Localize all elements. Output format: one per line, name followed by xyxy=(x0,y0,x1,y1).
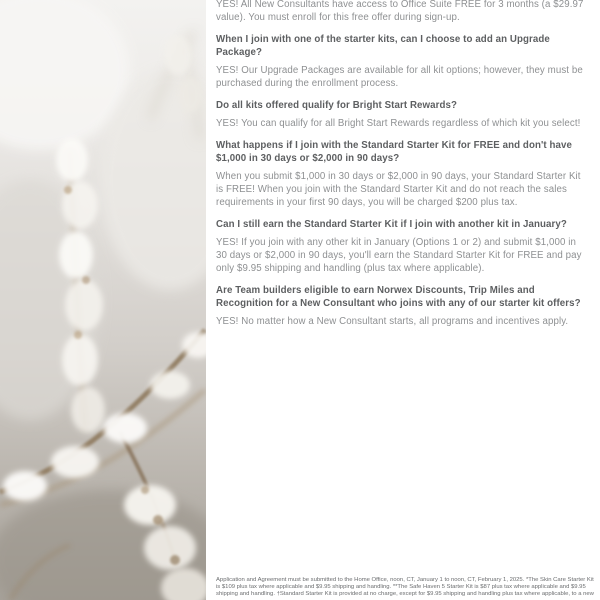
faq-answer: YES! You can qualify for all Bright Start Rewards regardless of which kit you select! xyxy=(216,118,581,129)
winter-branches-photo-art xyxy=(0,0,206,600)
faq-question: When I join with one of the starter kits, can I choose to add an Upgrade Package? xyxy=(216,34,550,58)
faq-answer: YES! Our Upgrade Packages are available for all kit options; however, they must be purchased during the enrollment process. xyxy=(216,65,583,89)
footnote-line: Application and Agreement must be submitted to the Home Office, noon, CT, January 1 to noon, CT, February 1, 2025. *The Skin Care Starter Kit xyxy=(216,577,594,583)
faq-answer: When you submit $1,000 in 30 days or $2,000 in 90 days, your Standard Starter Kit is FREE! When you join with the Standard Starter Kit and do not reach the sales requirements in your first 90 days, you will be charged $200 plus tax. xyxy=(216,171,581,208)
legal-footnote xyxy=(216,577,598,599)
footnote-line: is $109 plus tax where applicable and $9.95 shipping and handling. **The Safe Haven 5 Starter Kit is $87 plus tax where applicable and $9.95 xyxy=(216,584,586,591)
winter-branches-photo xyxy=(0,0,206,600)
faq-answer: YES! If you join with any other kit in January (Options 1 or 2) and submit $1,000 in 30 days or $2,000 in 90 days, you'll earn the Standard Starter Kit for FREE and pay only $9.95 shipping and handling (plus tax where applicable). xyxy=(216,237,582,274)
faq-question: Do all kits offered qualify for Bright Start Rewards? xyxy=(216,100,458,111)
faq-content xyxy=(216,0,588,337)
faq-answer: YES! No matter how a New Consultant starts, all programs and incentives apply. xyxy=(216,316,569,327)
faq-intro-answer: YES! All New Consultants have access to Office Suite FREE for 3 months (a $29.97 value). You must enroll for this free offer during sign-up. xyxy=(216,0,584,23)
faq-question: What happens if I join with the Standard Starter Kit for FREE and don't have $1,000 in 30 days or $2,000 in 90 days? xyxy=(216,140,572,164)
faq-question: Can I still earn the Standard Starter Kit if I join with another kit in January? xyxy=(216,219,567,230)
footnote-line: shipping and handling. †Standard Starter Kit is provided at no charge, except for $9.95 shipping and handling plus tax where applicable, to a new xyxy=(216,591,594,598)
faq-question: Are Team builders eligible to earn Norwex Discounts, Trip Miles and Recognition for a New Consultant who joins with any of our starter kit offers? xyxy=(216,285,581,309)
